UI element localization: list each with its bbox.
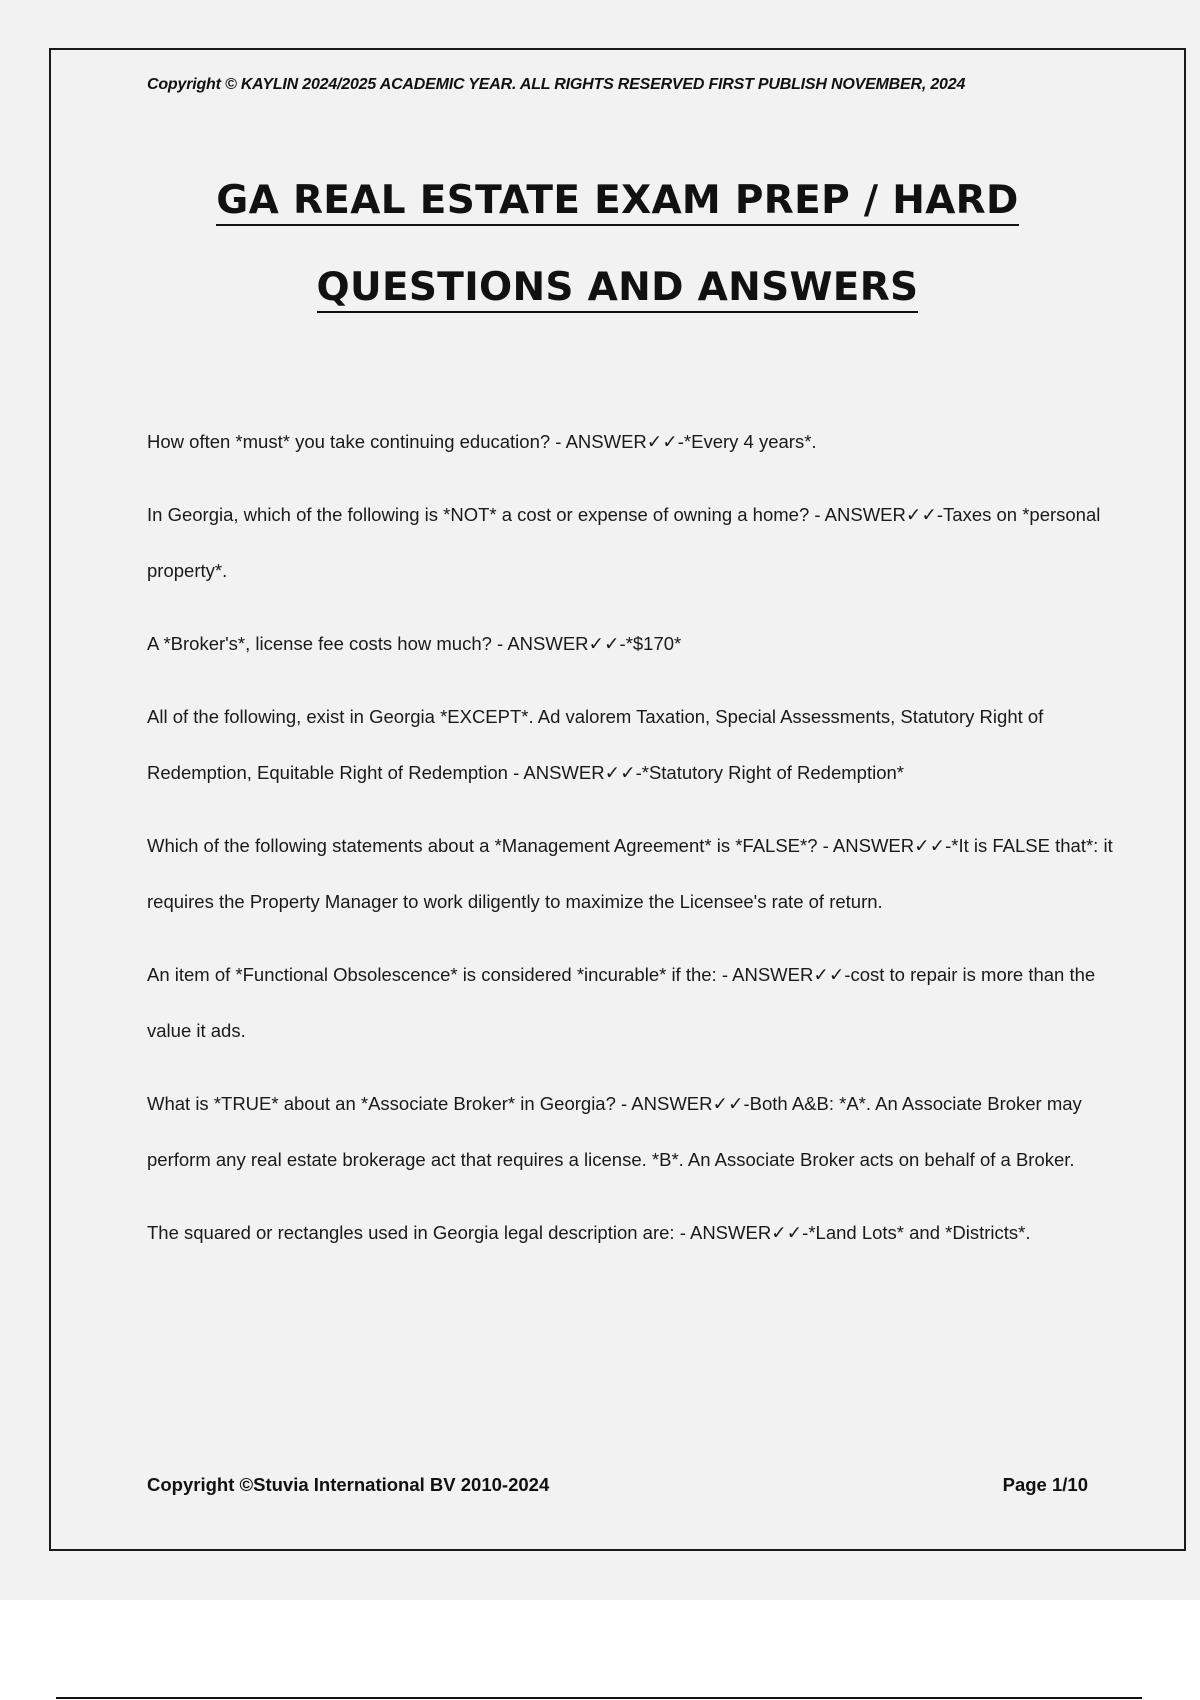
title-line-2-text: QUESTIONS AND ANSWERS bbox=[317, 265, 919, 313]
next-page-top-rule bbox=[56, 1697, 1142, 1699]
page-number: Page 1/10 bbox=[1002, 1474, 1088, 1495]
header-copyright: Copyright © KAYLIN 2024/2025 ACADEMIC YEAR. ALL RIGHTS RESERVED FIRST PUBLISH NOVEMBER, 2024 bbox=[147, 76, 966, 93]
qa-item: Which of the following statements about a *Management Agreement* is *FALSE*? - ANSWER✓✓-*It is FALSE that*: it requires the Property Manager to work diligently to maximize the Licensee's rate of return. bbox=[147, 835, 1113, 912]
qa-item: All of the following, exist in Georgia *EXCEPT*. Ad valorem Taxation, Special Assessments, Statutory Right of Redemption, Equitable Right of Redemption - ANSWER✓✓-*Statutory Right of Redemption* bbox=[147, 706, 1044, 783]
document-page bbox=[49, 48, 1186, 1551]
document-title-line-1 bbox=[51, 178, 1184, 223]
qa-item: How often *must* you take continuing education? - ANSWER✓✓-*Every 4 years*. bbox=[147, 431, 817, 452]
document-title-line-2 bbox=[51, 265, 1184, 310]
qa-item: In Georgia, which of the following is *NOT* a cost or expense of owning a home? - ANSWER✓✓-Taxes on *personal property*. bbox=[147, 504, 1101, 581]
qa-item: The squared or rectangles used in Georgia legal description are: - ANSWER✓✓-*Land Lots* and *Districts*. bbox=[147, 1222, 1031, 1243]
qa-list bbox=[147, 414, 1137, 1278]
qa-item: A *Broker's*, license fee costs how much? - ANSWER✓✓-*$170* bbox=[147, 633, 682, 654]
title-line-1-text: GA REAL ESTATE EXAM PREP / HARD bbox=[216, 178, 1018, 226]
qa-item: What is *TRUE* about an *Associate Broker* in Georgia? - ANSWER✓✓-Both A&B: *A*. An Associate Broker may perform any real estate brokerage act that requires a license. *B*. An Associate Broker acts on behalf of a Broker. bbox=[147, 1093, 1082, 1170]
footer-copyright: Copyright ©Stuvia International BV 2010-2024 bbox=[147, 1474, 550, 1495]
qa-item: An item of *Functional Obsolescence* is considered *incurable* if the: - ANSWER✓✓-cost to repair is more than the value it ads. bbox=[147, 964, 1096, 1041]
